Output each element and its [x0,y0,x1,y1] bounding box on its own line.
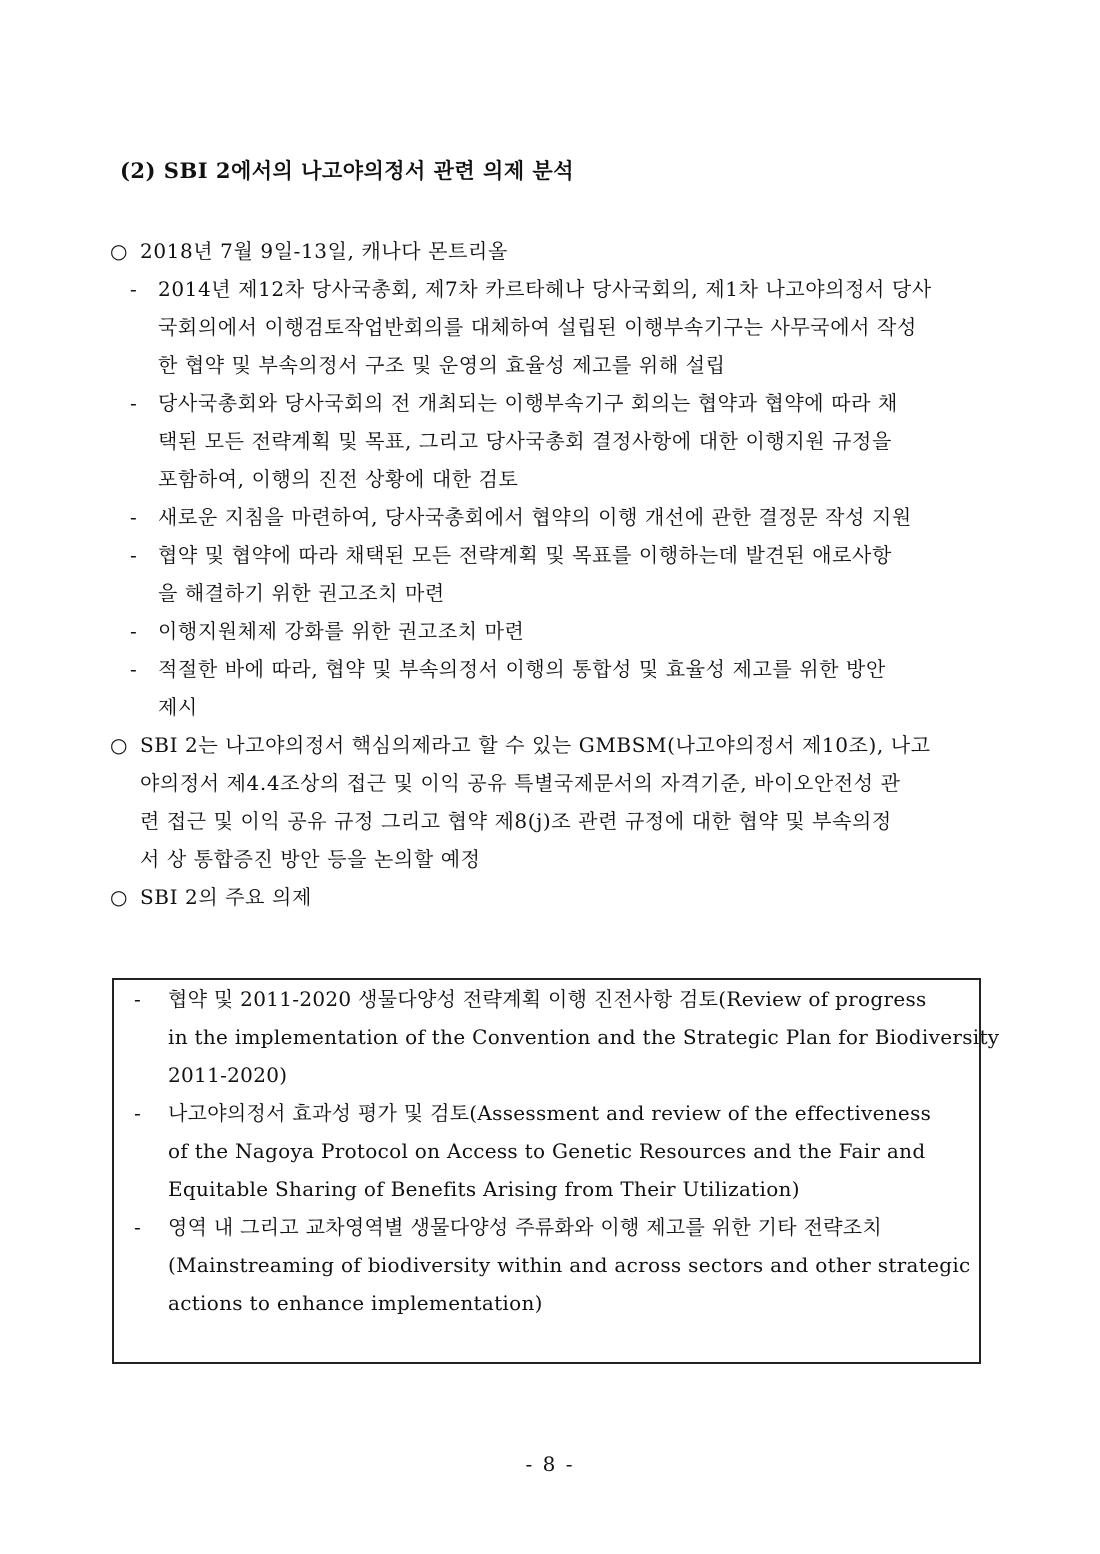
paragraph-line: 을 해결하기 위한 권고조치 마련 [158,581,445,605]
paragraph-line: 한 협약 및 부속의정서 구조 및 운영의 효율성 제고를 위해 설립 [158,353,726,377]
dash-bullet-icon: - [130,277,138,301]
paragraph-line: 택된 모든 전략계획 및 목표, 그리고 당사국총회 결정사항에 대한 이행지원 규정을 [158,429,892,453]
paragraph-line: 제시 [158,695,198,719]
paragraph-line: 영역 내 그리고 교차영역별 생물다양성 주류화와 이행 제고를 위한 기타 전략조치 [168,1215,883,1239]
paragraph-line: 협약 및 2011-2020 생물다양성 전략계획 이행 진전사항 검토(Review of progress [168,987,927,1011]
dash-item [110,384,1000,498]
paragraph-line: 서 상 통합증진 방안 등을 논의할 예정 [140,847,481,871]
bullet-item-main-agenda [110,878,1000,916]
paragraph-line: SBI 2는 나고야의정서 핵심의제라고 할 수 있는 GMBSM(나고야의정서 제10조), 나고 [140,733,931,757]
paragraph-line: Equitable Sharing of Benefits Arising from Their Utilization) [168,1177,800,1201]
paragraph-line: 당사국총회와 당사국회의 전 개최되는 이행부속기구 회의는 협약과 협약에 따라 채 [158,391,898,415]
paragraph-line: 야의정서 제4.4조상의 접근 및 이익 공유 특별국제문서의 자격기준, 바이오안전성 관 [140,771,901,795]
paragraph-line: in the implementation of the Convention and the Strategic Plan for Biodiversity [168,1025,1000,1049]
agenda-box [112,978,1000,1364]
paragraph-line: (Mainstreaming of biodiversity within and across sectors and other strategic [168,1253,971,1277]
paragraph-line: 이행지원체제 강화를 위한 권고조치 마련 [158,619,525,643]
paragraph-line: 협약 및 협약에 따라 채택된 모든 전략계획 및 목표를 이행하는데 발견된 애로사항 [158,543,892,567]
dash-item [110,536,1000,612]
agenda-item [134,1094,974,1208]
paragraph-line: 2014년 제12차 당사국총회, 제7차 카르타헤나 당사국회의, 제1차 나고야의정서 당사 [158,277,932,301]
paragraph-line: 나고야의정서 효과성 평가 및 검토(Assessment and review of the effectiveness [168,1101,932,1125]
meeting-date-text: 2018년 7월 9일-13일, 캐나다 몬트리올 [140,239,508,263]
paragraph-line: 2011-2020) [168,1063,288,1087]
agenda-item [134,980,1000,1094]
paragraph-line: 적절한 바에 따라, 협약 및 부속의정서 이행의 통합성 및 효율성 제고를 위한 방안 [158,657,886,681]
dash-bullet-icon: - [130,543,138,567]
circle-bullet-icon: ○ [110,885,129,909]
dash-bullet-icon: - [130,619,138,643]
bullet-item-sbi2-overview [110,726,1000,878]
paragraph-line: of the Nagoya Protocol on Access to Genetic Resources and the Fair and [168,1139,926,1163]
section-heading: (2) SBI 2에서의 나고야의정서 관련 의제 분석 [120,158,574,183]
paragraph-line: 국회의에서 이행검토작업반회의를 대체하여 설립된 이행부속기구는 사무국에서 작성 [158,315,917,339]
body-content [110,232,1000,916]
dash-bullet-icon: - [134,1101,142,1125]
dash-item [110,270,1000,384]
dash-bullet-icon: - [134,987,142,1011]
main-agenda-title: SBI 2의 주요 의제 [140,885,312,909]
dash-bullet-icon: - [130,391,138,415]
agenda-item [134,1208,974,1322]
page-number: - 8 - [525,1452,575,1476]
dash-bullet-icon: - [130,657,138,681]
dash-item [110,612,1000,650]
paragraph-line: 새로운 지침을 마련하여, 당사국총회에서 협약의 이행 개선에 관한 결정문 작성 지원 [158,505,912,529]
dash-item [110,650,1000,726]
dash-bullet-icon: - [134,1215,142,1239]
paragraph-line: 포함하여, 이행의 진전 상황에 대한 검토 [158,467,519,491]
paragraph-line: 련 접근 및 이익 공유 규정 그리고 협약 제8(j)조 관련 규정에 대한 협약 및 부속의정 [140,809,892,833]
paragraph-line: actions to enhance implementation) [168,1291,543,1315]
dash-bullet-icon: - [130,505,138,529]
bullet-item-meeting-date [110,232,1000,270]
dash-item [110,498,1000,536]
circle-bullet-icon: ○ [110,733,129,757]
circle-bullet-icon: ○ [110,239,129,263]
